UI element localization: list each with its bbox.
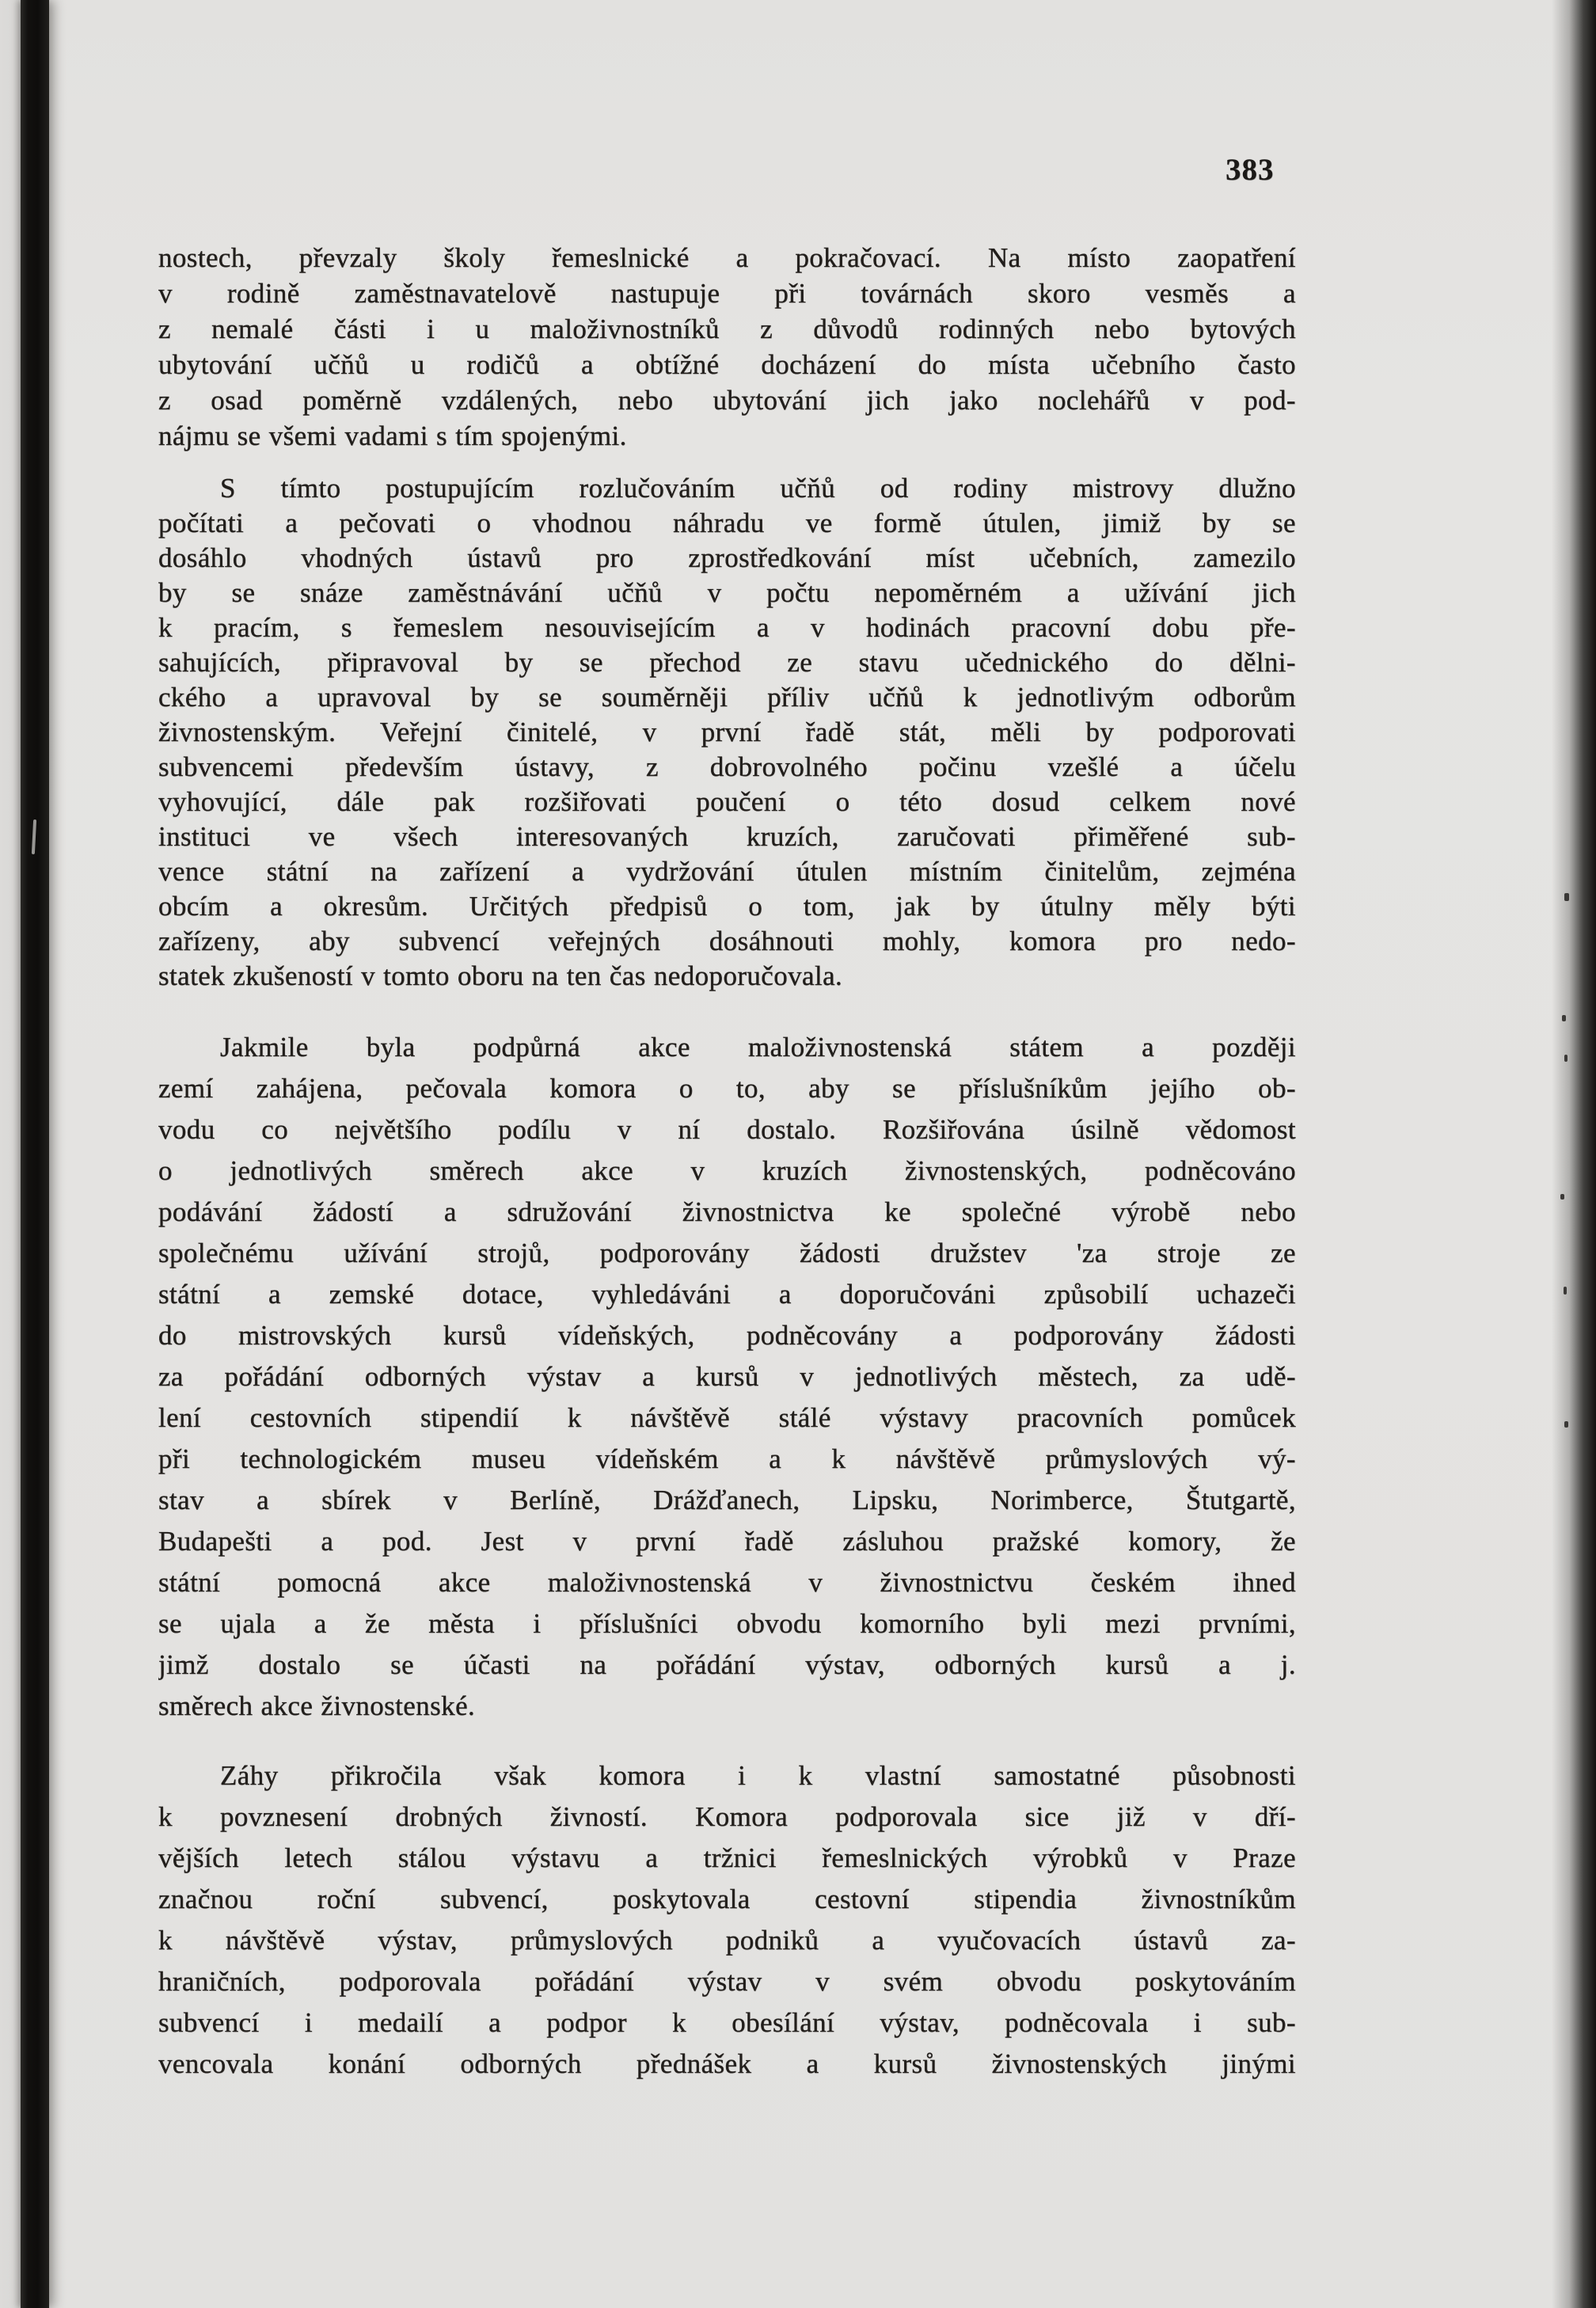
paragraph-3: [158, 1027, 1296, 1727]
text-line: státní pomocná akce maloživnostenská v živnostnictvu českém ihned: [158, 1567, 1296, 1598]
text-line: nájmu se všemi vadami s tím spojenými.: [158, 420, 627, 451]
text-line: zemí zahájena, pečovala komora o to, aby se příslušníkům jejího ob-: [158, 1073, 1296, 1104]
text-line: S tímto postupujícím rozlučováním učňů od rodiny mistrovy dlužno: [220, 473, 1296, 504]
scan-speck: [1560, 1194, 1564, 1200]
text-line: v rodině zaměstnavatelově nastupuje při továrnách skoro vesměs a: [158, 278, 1296, 309]
scan-speck: [1562, 1015, 1566, 1021]
text-line: subvencemi především ústavy, z dobrovolného počinu vzešlé a účelu: [158, 751, 1296, 782]
text-line: společnému užívání strojů, podporovány žádosti družstev 'za stroje ze: [158, 1238, 1296, 1268]
text-line: značnou roční subvencí, poskytovala cestovní stipendia živnostníkům: [158, 1884, 1296, 1914]
text-line: počítati a pečovati o vhodnou náhradu ve formě útulen, jimiž by se: [158, 508, 1296, 538]
text-line: z osad poměrně vzdálených, nebo ubytování jich jako noclehářů v pod-: [158, 385, 1296, 416]
text-line: zařízeny, aby subvencí veřejných dosáhnouti mohly, komora pro nedo-: [158, 926, 1296, 956]
text-line: statek zkušeností v tomto oboru na ten čas nedoporučovala.: [158, 960, 843, 991]
text-line: k pracím, s řemeslem nesouvisejícím a v hodinách pracovní dobu pře-: [158, 612, 1296, 643]
text-line: vencovala konání odborných přednášek a kursů živnostenských jinými: [158, 2048, 1296, 2079]
text-line: sahujících, připravoval by se přechod ze stavu učednického do dělni-: [158, 647, 1296, 678]
text-line: vence státní na zařízení a vydržování útulen místním činitelům, zejména: [158, 856, 1296, 887]
scan-speck: [1564, 1287, 1567, 1295]
paragraph-4: [158, 1755, 1296, 2085]
text-line: nostech, převzaly školy řemeslnické a pokračovací. Na místo zaopatření: [158, 242, 1296, 273]
paragraph-2: [158, 471, 1296, 994]
text-line: instituci ve všech interesovaných kruzích, zaručovati přiměřené sub-: [158, 821, 1296, 852]
spine-scratch-mark: [32, 819, 36, 854]
scan-speck: [1564, 1055, 1568, 1062]
text-line: ckého a upravoval by se souměrněji příliv učňů k jednotlivým odborům: [158, 682, 1296, 713]
text-line: o jednotlivých směrech akce v kruzích živnostenských, podněcováno: [158, 1155, 1296, 1186]
text-line: z nemalé části i u maloživnostníků z důvodů rodinných nebo bytových: [158, 314, 1296, 344]
page-left-edge: [0, 0, 21, 2308]
text-line: vějších letech stálou výstavu a tržnici řemeslnických výrobků v Praze: [158, 1842, 1296, 1873]
text-line: k návštěvě výstav, průmyslových podniků a vyučovacích ústavů za-: [158, 1925, 1296, 1956]
scan-speck: [1564, 1421, 1568, 1428]
text-line: ubytování učňů u rodičů a obtížné docházení do místa učebního často: [158, 349, 1296, 380]
text-line: subvencí i medailí a podpor k obesílání výstav, podněcovala i sub-: [158, 2007, 1296, 2038]
text-line: za pořádání odborných výstav a kursů v jednotlivých městech, za udě-: [158, 1361, 1296, 1392]
scan-speck: [1564, 893, 1569, 901]
text-line: vodu co největšího podílu v ní dostalo. Rozšiřována úsilně vědomost: [158, 1114, 1296, 1145]
text-line: obcím a okresům. Určitých předpisů o tom, jak by útulny měly býti: [158, 891, 1296, 922]
page-text-block: [158, 0, 1296, 2308]
text-line: směrech akce živnostenské.: [158, 1690, 476, 1721]
text-line: stav a sbírek v Berlíně, Drážďanech, Lipsku, Norimberce, Štutgartě,: [158, 1485, 1296, 1515]
text-line: státní a zemské dotace, vyhledáváni a doporučováni způsobilí uchazeči: [158, 1279, 1296, 1310]
text-line: lení cestovních stipendií k návštěvě stálé výstavy pracovních pomůcek: [158, 1402, 1296, 1433]
text-line: Jakmile byla podpůrná akce maloživnostenská státem a později: [220, 1032, 1296, 1063]
paragraph-1: [158, 240, 1296, 454]
text-line: při technologickém museu vídeňském a k návštěvě průmyslových vý-: [158, 1443, 1296, 1474]
text-line: jimž dostalo se účasti na pořádání výstav, odborných kursů a j.: [158, 1649, 1296, 1680]
page-number: 383: [1226, 153, 1275, 187]
text-line: by se snáze zaměstnávání učňů v počtu nepoměrném a užívání jich: [158, 577, 1296, 608]
page-right-edge-shadow: [1552, 0, 1596, 2308]
text-line: Budapešti a pod. Jest v první řadě zásluhou pražské komory, že: [158, 1526, 1296, 1557]
text-line: dosáhlo vhodných ústavů pro zprostředkování míst učebních, zamezilo: [158, 542, 1296, 573]
text-line: živnostenským. Veřejní činitelé, v první řadě stát, měli by podporovati: [158, 717, 1296, 747]
text-line: Záhy přikročila však komora i k vlastní samostatné působnosti: [220, 1760, 1296, 1791]
text-line: do mistrovských kursů vídeňských, podněcovány a podporovány žádosti: [158, 1320, 1296, 1351]
text-line: se ujala a že města i příslušníci obvodu komorního byli mezi prvními,: [158, 1608, 1296, 1639]
book-spine-band: [21, 0, 49, 2308]
text-line: hraničních, podporovala pořádání výstav v svém obvodu poskytováním: [158, 1966, 1296, 1997]
text-line: k povznesení drobných živností. Komora podporovala sice již v dří-: [158, 1801, 1296, 1832]
text-line: vyhovující, dále pak rozšiřovati poučení o této dosud celkem nové: [158, 786, 1296, 817]
text-line: podávání žádostí a sdružování živnostnictva ke společné výrobě nebo: [158, 1196, 1296, 1227]
